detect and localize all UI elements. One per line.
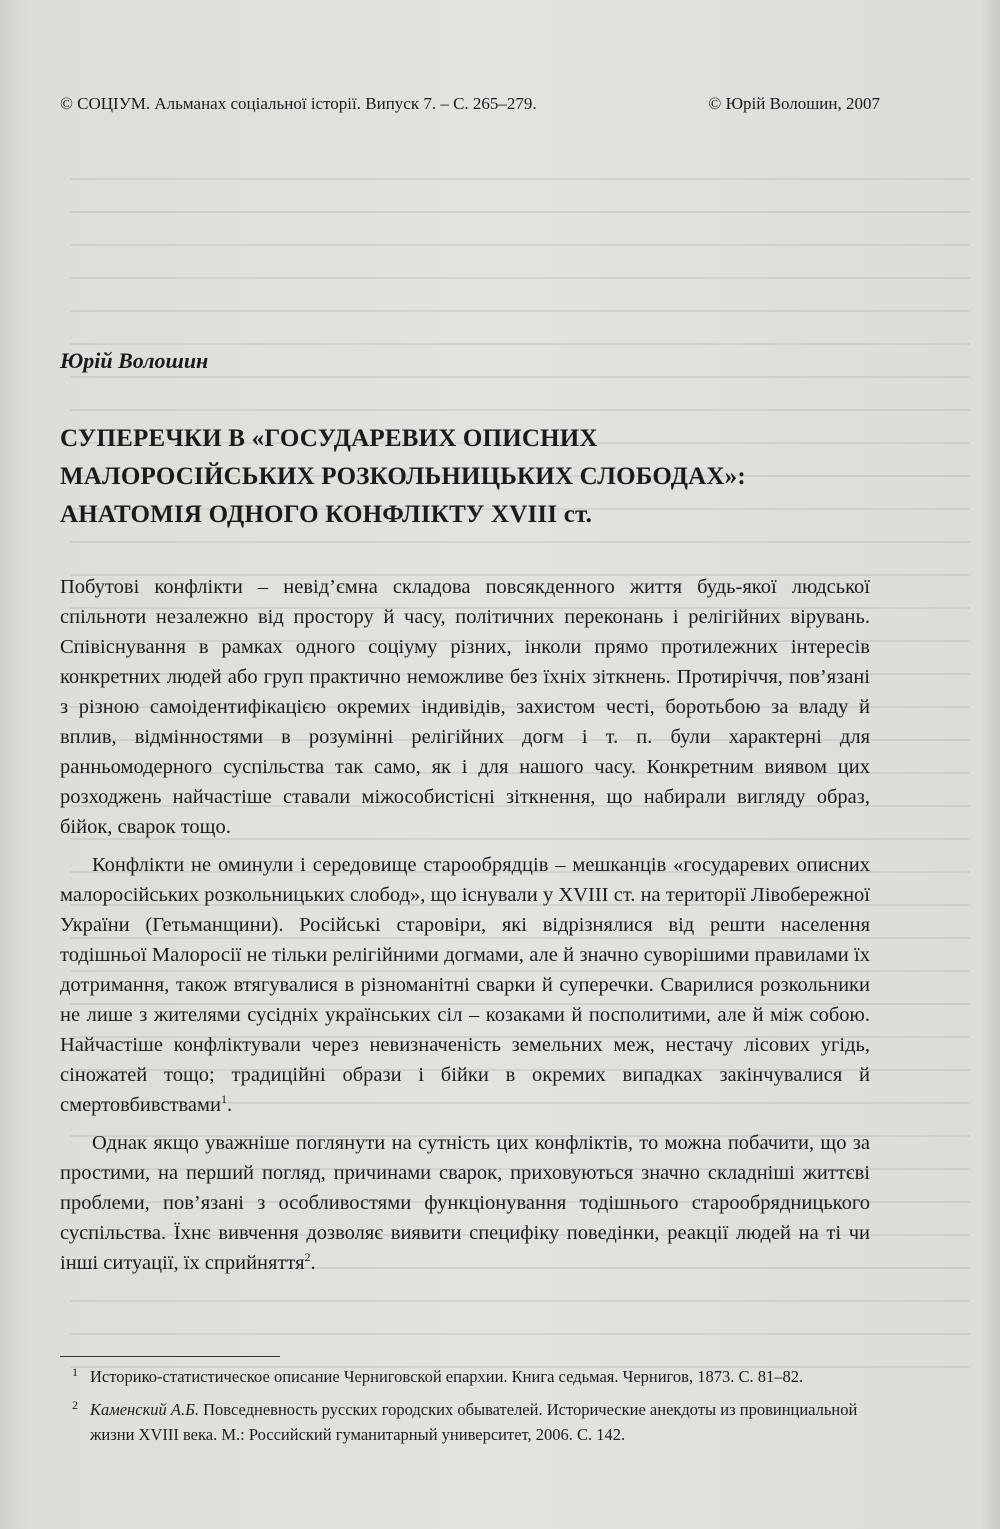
footnote-divider xyxy=(60,1356,280,1357)
paragraph-3-text: Однак якщо уважніше поглянути на сутність цих конфліктів, то можна побачити, що за простими, на перший погляд, причинами сварок, приховуються значно складніші життєві проблеми, пов’язані з особливостями функціонування тодішнього старообрядницького суспільства. Їхнє вивчення дозволяє виявити специфіку поведінки, реакції людей на ті чи інші ситуації, їх сприйняття xyxy=(60,1132,870,1274)
footnote-ref-2[interactable]: 2 xyxy=(304,1250,311,1265)
title-line-1: СУПЕРЕЧКИ В «ГОСУДАРЕВИХ ОПИСНИХ xyxy=(60,425,598,452)
footnote-2-text: Повседневность русских городских обывателей. Исторические анекдоты из провинциальной жизни XVIII века. М.: Российский гуманитарный университет, 2006. С. 142. xyxy=(90,1400,858,1444)
footnote-1 xyxy=(60,1364,870,1389)
article-title xyxy=(60,420,920,534)
paragraph-2-end: . xyxy=(226,1094,233,1116)
footnote-1-number: 1 xyxy=(72,1365,78,1379)
header-copyright: © Юрій Волошин, 2007 xyxy=(708,94,880,113)
footnote-2-number: 2 xyxy=(72,1398,78,1412)
header-citation: © СОЦІУМ. Альманах соціальної історії. Випуск 7. – С. 265–279. xyxy=(60,94,537,113)
author-name: Юрій Волошин xyxy=(60,348,209,373)
footnote-2 xyxy=(60,1397,870,1447)
footnotes xyxy=(60,1364,870,1455)
footnote-1-text: Историко-статистическое описание Черниговской епархии. Книга седьмая. Чернигов, 1873. С. 81–82. xyxy=(90,1367,804,1386)
paragraph-1 xyxy=(60,572,870,842)
paragraph-1-text: Побутові конфлікти – невід’ємна складова повсякденного життя будь-якої людської спільноти незалежно від простору й часу, політичних переконань і релігійних вірувань. Співіснування в рамках одного соціуму різних, інколи прямо протилежних інтересів конкретних людей або груп практично неможливе без їхніх зіткнень. Протиріччя, пов’язані з різною самоідентифікацією окремих індивідів, захистом честі, боротьбою за владу й вплив, відмінностями в розумінні релігійних догм і т. п. були характерні для ранньомодерного суспільства так само, як і для нашого часу. Конкретним виявом цих розходжень найчастіше ставали міжособистісні зіткнення, що набирали вигляду образ, бійок, сварок тощо. xyxy=(60,576,870,838)
paragraph-3 xyxy=(60,1128,870,1278)
paragraph-2 xyxy=(60,850,870,1120)
footnote-2-author: Каменский А.Б. xyxy=(90,1400,199,1419)
title-line-3: АНАТОМІЯ ОДНОГО КОНФЛІКТУ XVIII ст. xyxy=(60,501,593,528)
running-header xyxy=(60,94,880,114)
footnote-ref-1[interactable]: 1 xyxy=(220,1092,227,1107)
paragraph-3-end: . xyxy=(310,1252,316,1274)
paragraph-2-text: Конфлікти не оминули і середовище старообрядців – мешканців «государевих описних малоросійських розкольницьких слобод», що існували у XVIII ст. на території Лівобережної України (Гетьманщини). Російські старовіри, які відрізнялися від решти населення тодішньої Малоросії не тільки релігійними догмами, але й значно суворішими правилами їх дотримання, також втягувалися в різноманітні сварки й суперечки. Сварилися розкольники не лише з жителями сусідніх українських сіл – козаками й посполитими, але й між собою. Найчастіше конфліктували через невизначеність земельних меж, нестачу лісових угідь, сіножатей тощо; традиційні образи і бійки в окремих випадках закінчувалися й смертовбивствами xyxy=(60,854,870,1116)
title-line-2: МАЛОРОСІЙСЬКИХ РОЗКОЛЬНИЦЬКИХ СЛОБОДАХ»: xyxy=(60,463,746,490)
article-body xyxy=(60,572,870,1278)
